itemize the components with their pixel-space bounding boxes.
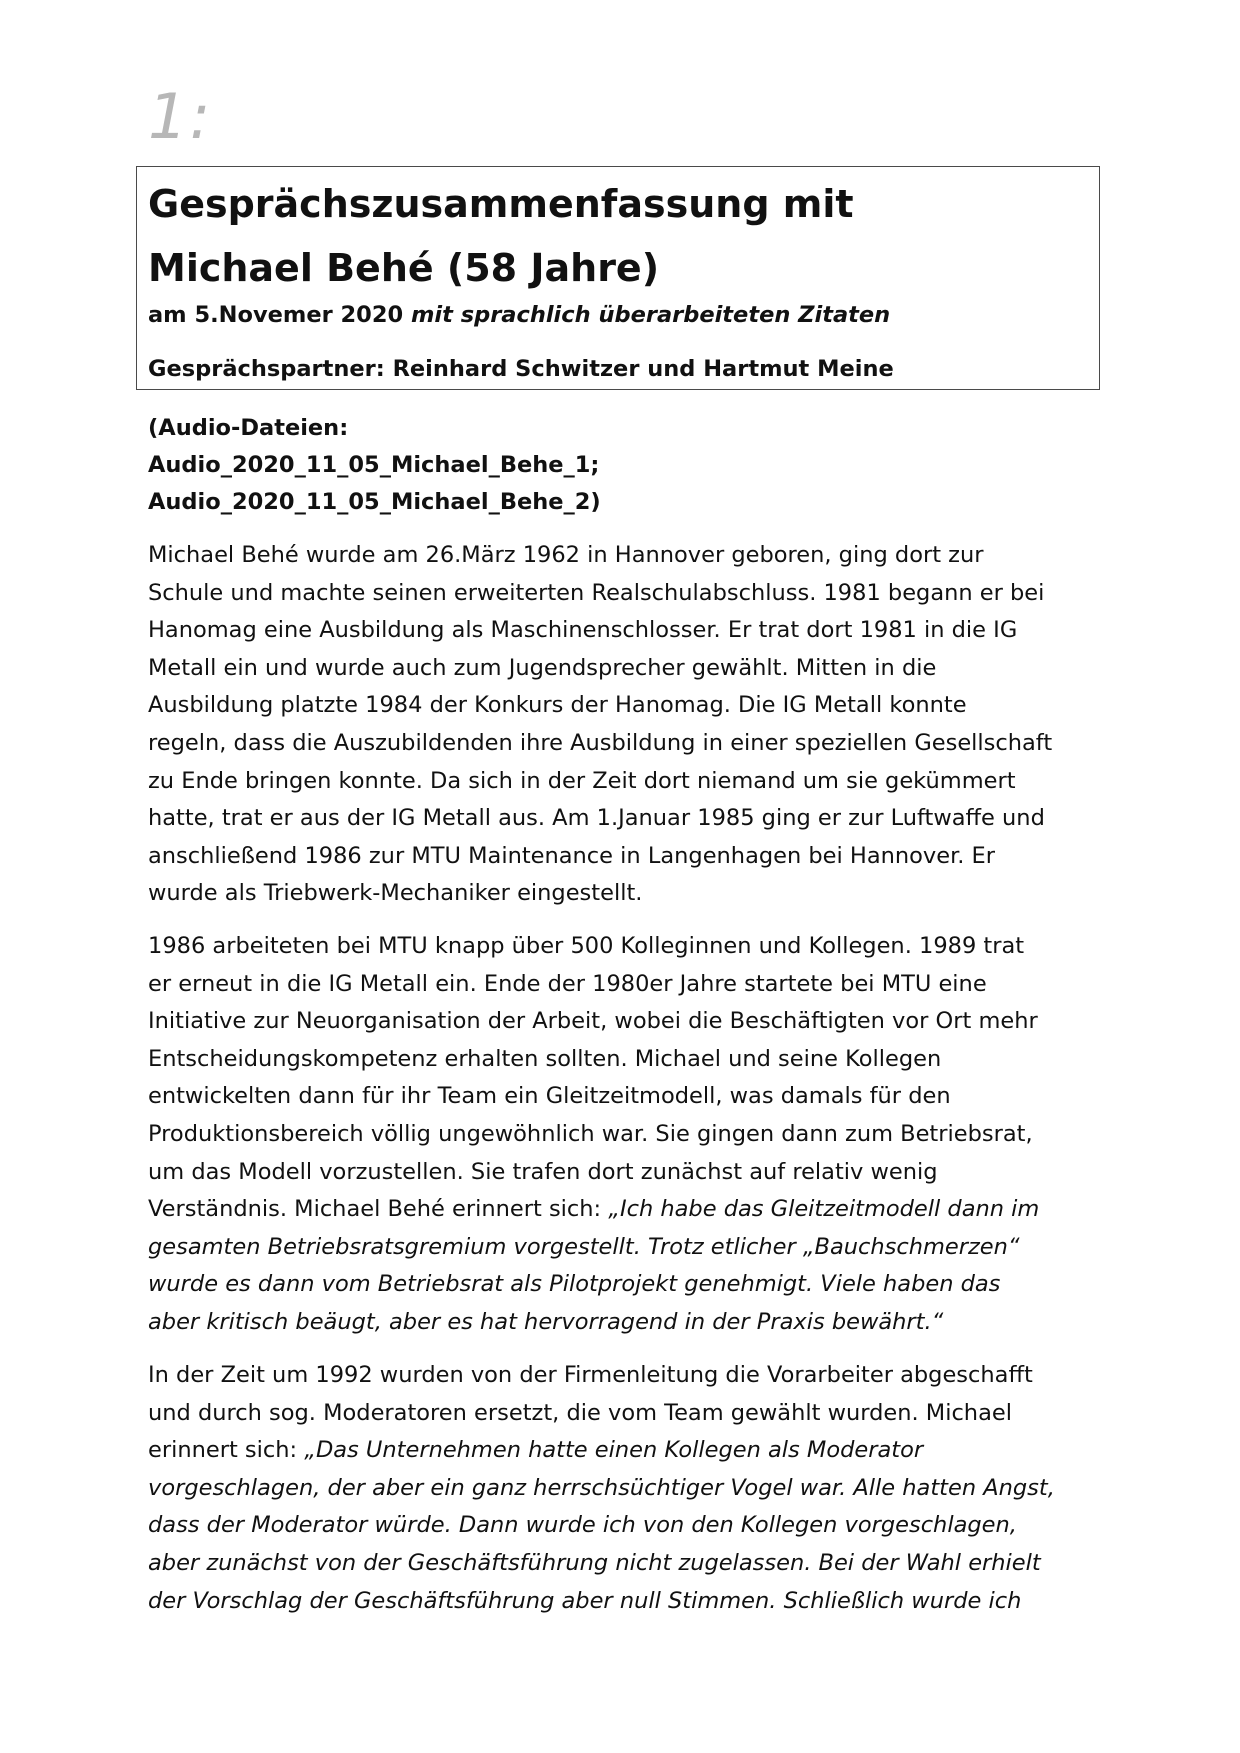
- quote-line: wurde es dann vom Betriebsrat als Pilotprojekt genehmigt. Viele haben das: [148, 1271, 1001, 1298]
- paragraph-line: Ausbildung platzte 1984 der Konkurs der Hanomag. Die IG Metall konnte: [148, 692, 967, 719]
- paragraph-line: Schule und machte seinen erweiterten Realschulabschluss. 1981 begann er bei: [148, 579, 1045, 606]
- quote-text: „Ich habe das Gleitzeitmodell dann im: [608, 1196, 1040, 1223]
- paragraph-line: Entscheidungskompetenz erhalten sollten. Michael und seine Kollegen: [148, 1045, 942, 1072]
- interview-partners: Gesprächspartner: Reinhard Schwitzer und Hartmut Meine: [148, 356, 894, 382]
- quote-line: gesamten Betriebsratsgremium vorgestellt. Trotz etlicher „Bauchschmerzen“: [148, 1233, 1020, 1260]
- paragraph-line: Hanomag eine Ausbildung als Maschinenschlosser. Er trat dort 1981 in die IG: [148, 617, 1018, 644]
- interview-date: [148, 298, 890, 332]
- quote-line: aber zunächst von der Geschäftsführung nicht zugelassen. Bei der Wahl erhielt: [148, 1549, 1041, 1576]
- quote-line: der Vorschlag der Geschäftsführung aber null Stimmen. Schließlich wurde ich: [148, 1587, 1022, 1614]
- paragraph-line: und durch sog. Moderatoren ersetzt, die vom Team gewählt wurden. Michael: [148, 1399, 1012, 1426]
- paragraph-line: Michael Behé wurde am 26.März 1962 in Hannover geboren, ging dort zur: [148, 542, 984, 568]
- title-line-1: Gesprächszusammenfassung mit: [148, 182, 854, 226]
- paragraph-line-mixed: [148, 1432, 1088, 1470]
- paragraph-line: 1986 arbeiteten bei MTU knapp über 500 Kolleginnen und Kollegen. 1989 trat: [148, 933, 1025, 959]
- paragraph-line: entwickelten dann für ihr Team ein Gleitzeitmodell, was damals für den: [148, 1083, 951, 1110]
- paragraph-line-mixed: [148, 1191, 1088, 1229]
- paragraph-line: wurde als Triebwerk-Mechaniker eingestellt.: [148, 880, 643, 907]
- paragraph-2: [148, 928, 1088, 1342]
- paragraph-line: In der Zeit um 1992 wurden von der Firmenleitung die Vorarbeiter abgeschafft: [148, 1362, 1033, 1388]
- date-text: am 5.Novemer 2020: [148, 302, 411, 328]
- audio-file-1: Audio_2020_11_05_Michael_Behe_1;: [148, 452, 600, 478]
- paragraph-1: [148, 537, 1088, 913]
- paragraph-line: anschließend 1986 zur MTU Maintenance in Langenhagen bei Hannover. Er: [148, 842, 996, 869]
- title-line-2: Michael Behé (58 Jahre): [148, 246, 660, 290]
- paragraph-line: regeln, dass die Auszubildenden ihre Ausbildung in einer speziellen Gesellschaft: [148, 729, 1053, 756]
- quote-line: aber kritisch beäugt, aber es hat hervorragend in der Praxis bewährt.“: [148, 1308, 944, 1335]
- audio-file-2: Audio_2020_11_05_Michael_Behe_2): [148, 489, 601, 515]
- paragraph-line: zu Ende bringen konnte. Da sich in der Zeit dort niemand um sie gekümmert: [148, 767, 1016, 794]
- audio-label: (Audio-Dateien:: [148, 415, 349, 441]
- quote-line: vorgeschlagen, der aber ein ganz herrschsüchtiger Vogel war. Alle hatten Angst,: [148, 1474, 1055, 1501]
- quote-line: dass der Moderator würde. Dann wurde ich von den Kollegen vorgeschlagen,: [148, 1512, 1017, 1539]
- paragraph-line: Initiative zur Neuorganisation der Arbeit, wobei die Beschäftigten vor Ort mehr: [148, 1008, 1038, 1035]
- paragraph-line: er erneut in die IG Metall ein. Ende der 1980er Jahre startete bei MTU eine: [148, 970, 987, 997]
- plain-text: erinnert sich:: [148, 1437, 305, 1464]
- page-number: 1:: [148, 80, 213, 153]
- quote-text: „Das Unternehmen hatte einen Kollegen als Moderator: [304, 1437, 924, 1464]
- plain-text: Verständnis. Michael Behé erinnert sich:: [148, 1196, 609, 1223]
- paragraph-line: um das Modell vorzustellen. Sie trafen dort zunächst auf relativ wenig: [148, 1158, 938, 1185]
- paragraph-line: Produktionsbereich völlig ungewöhnlich war. Sie gingen dann zum Betriebsrat,: [148, 1120, 1033, 1147]
- date-note: mit sprachlich überarbeiteten Zitaten: [410, 302, 891, 328]
- paragraph-line: Metall ein und wurde auch zum Jugendsprecher gewählt. Mitten in die: [148, 654, 937, 681]
- document-title: [148, 172, 1088, 300]
- audio-files-block: [148, 410, 601, 521]
- paragraph-3: [148, 1357, 1088, 1620]
- paragraph-line: hatte, trat er aus der IG Metall aus. Am 1.Januar 1985 ging er zur Luftwaffe und: [148, 805, 1045, 832]
